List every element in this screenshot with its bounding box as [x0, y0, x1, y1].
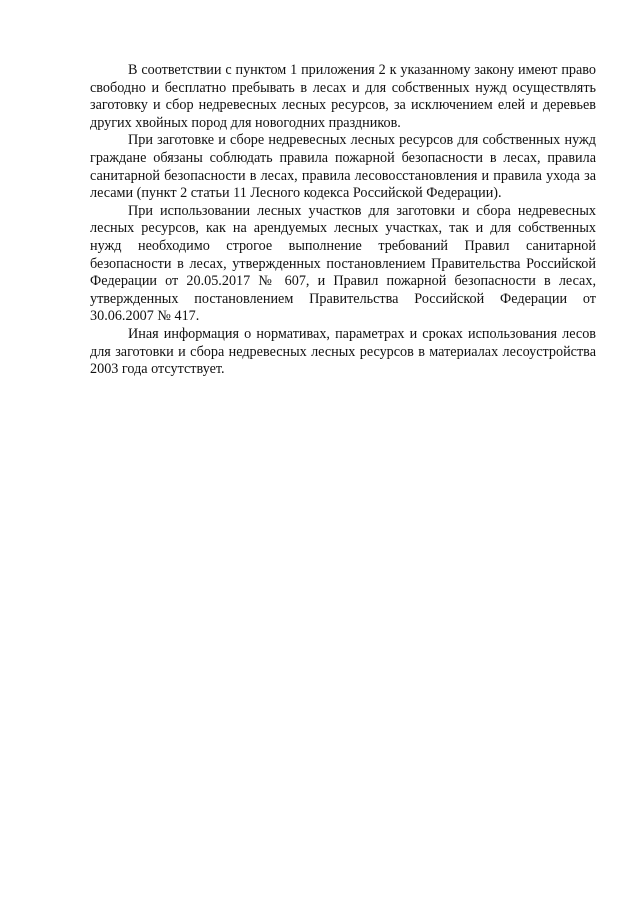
paragraph-4: Иная информация о нормативах, параметрах и сроках использования лесов для заготовки и сбора недревесных лесных ресурсов в материалах лесоустройства 2003 года отсутствует. [90, 325, 596, 378]
paragraph-3: При использовании лесных участков для заготовки и сбора недревесных лесных ресурсов, как на арендуемых лесных участках, так и для собственных нужд необходимо строгое выполнение требований Правил санитарной безопасности в лесах, утвержденных постановлением Правительства Российской Федерации от 20.05.2017 № 607, и Правил пожарной безопасности в лесах, утвержденных постановлением Правительства Российской Федерации от 30.06.2007 № 417. [90, 202, 596, 325]
paragraph-2: При заготовке и сборе недревесных лесных ресурсов для собственных нужд граждане обязаны соблюдать правила пожарной безопасности в лесах, правила санитарной безопасности в лесах, правила лесовосстановления и правила ухода за лесами (пункт 2 статьи 11 Лесного кодекса Российской Федерации). [90, 132, 596, 202]
paragraph-1: В соответствии с пунктом 1 приложения 2 к указанному закону имеют право свободно и бесплатно пребывать в лесах и для собственных нужд осуществлять заготовку и сбор недревесных лесных ресурсов, за исключением елей и деревьев других хвойных пород для новогодних праздников. [90, 62, 596, 131]
document-body [90, 62, 596, 379]
